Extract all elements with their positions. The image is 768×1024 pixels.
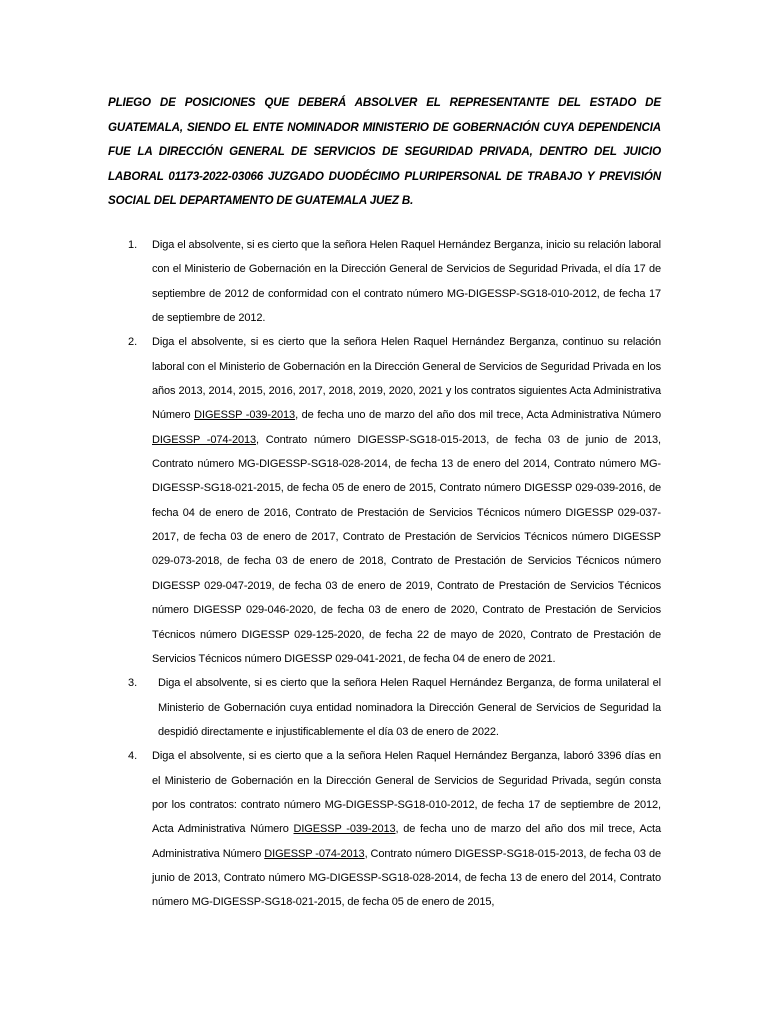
item-text-part: Diga el absolvente, si es cierto que la señora Helen Raquel Hernández Berganza, de forma unilateral el Ministerio de Gobernación cuya entidad nominadora la Dirección General de Servicios de Seguridad la despidió directamente e injustificablemente el día 03 de enero de 2022. (158, 677, 661, 738)
item-text-part: Diga el absolvente, si es cierto que la señora Helen Raquel Hernández Berganza, inicio su relación laboral con el Ministerio de Gobernación en la Dirección General de Servicios de Seguridad Privada, el día 17 de septiembre de 2012 de conformidad con el contrato número MG-DIGESSP-SG18-010-2012, de fecha 17 de septiembre de 2012. (152, 239, 661, 325)
underlined-reference: DIGESSP -039-2013 (293, 823, 396, 836)
list-item (0, 671, 768, 744)
item-text (152, 233, 661, 330)
underlined-reference: DIGESSP -074-2013 (264, 847, 365, 860)
item-number: 1. (128, 239, 138, 251)
item-number: 2. (128, 336, 138, 349)
item-text (152, 330, 661, 671)
underlined-reference: DIGESSP -074-2013 (152, 433, 257, 446)
positions-list (0, 233, 768, 915)
item-text-part: , de fecha uno de marzo del año dos mil trece, Acta Administrativa Número (295, 409, 661, 422)
list-item (0, 233, 768, 330)
list-item (0, 744, 768, 914)
item-text (158, 671, 661, 744)
list-item (0, 330, 768, 671)
item-text-part: , de fecha uno de marzo del año dos mil trece, Acta Administrativa Número (152, 823, 662, 860)
item-text-part: Diga el absolvente, si es cierto que la señora Helen Raquel Hernández Berganza, continuo su relación laboral con el Ministerio de Gobernación en la Dirección General de Servicios de Seguridad Privada en los años 2013, 2014, 2015, 2016, 2017, 2018, 2019, 2020, 2021 y los contratos siguientes Acta Administrativa Número (152, 336, 661, 422)
item-number: 3. (128, 677, 138, 690)
document-title: PLIEGO DE POSICIONES QUE DEBERÁ ABSOLVER EL REPRESENTANTE DEL ESTADO DE GUATEMALA, SIENDO EL ENTE NOMINADOR MINISTERIO DE GOBERNACIÓN CUYA DEPENDENCIA FUE LA DIRECCIÓN GENERAL DE SERVICIOS DE SEGURIDAD PRIVADA, DENTRO DEL JUICIO LABORAL 01173-2022-03066 JUZGADO DUODÉCIMO PLURIPERSONAL DE TRABAJO Y PREVISIÓN SOCIAL DEL DEPARTAMENTO DE GUATEMALA JUEZ B. (108, 96, 661, 208)
item-text-part: , Contrato número DIGESSP-SG18-015-2013, de fecha 03 de junio de 2013, Contrato número MG-DIGESSP-SG18-028-2014, de fecha 13 de enero del 2014, Contrato número MG-DIGESSP-SG18-021-2015, de fecha 05 de enero de 2015, Contrato número DIGESSP 029-039-2016, de fecha 04 de enero de 2016, Contrato de Prestación de Servicios Técnicos número DIGESSP 029-037-2017, de fecha 03 de enero de 2017, Contrato de Prestación de Servicios Técnicos número DIGESSP 029-073-2018, de fecha 03 de enero de 2018, Contrato de Prestación de Servicios Técnicos número DIGESSP 029-047-2019, de fecha 03 de enero de 2019, Contrato de Prestación de Servicios Técnicos número DIGESSP 029-046-2020, de fecha 03 de enero de 2020, Contrato de Prestación de Servicios Técnicos número DIGESSP 029-125-2020, de fecha 22 de mayo de 2020, Contrato de Prestación de Servicios Técnicos número DIGESSP 029-041-2021, de fecha 04 de enero de 2021. (152, 433, 661, 665)
item-text-part: Diga el absolvente, si es cierto que a la señora Helen Raquel Hernández Berganza, laboró 3396 días en el Ministerio de Gobernación en la Dirección General de Servicios de Seguridad Privada, según consta por los contratos: contrato número MG-DIGESSP-SG18-010-2012, de fecha 17 de septiembre de 2012, Acta Administrativa Número (152, 750, 661, 836)
item-text (152, 744, 661, 914)
item-text-part: , Contrato número DIGESSP-SG18-015-2013, de fecha 03 de junio de 2013, Contrato número MG-DIGESSP-SG18-028-2014, de fecha 13 de enero del 2014, Contrato número MG-DIGESSP-SG18-021-2015, de fecha 05 de enero de 2015, (152, 847, 662, 909)
item-number: 4. (128, 750, 138, 763)
underlined-reference: DIGESSP -039-2013 (194, 409, 296, 422)
